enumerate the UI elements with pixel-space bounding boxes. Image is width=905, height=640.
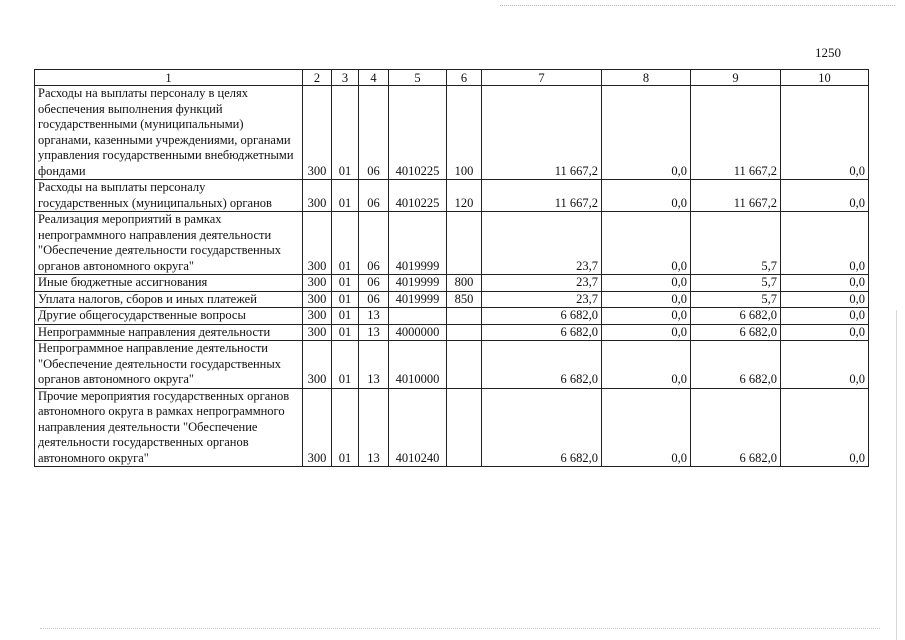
column-header: 8 bbox=[602, 70, 691, 86]
page-number: 1250 bbox=[815, 45, 841, 60]
column-header: 2 bbox=[303, 70, 332, 86]
cell-amount: 0,0 bbox=[781, 308, 869, 325]
cell-amount: 0,0 bbox=[602, 324, 691, 341]
column-header: 3 bbox=[332, 70, 359, 86]
cell-subsection: 13 bbox=[359, 308, 389, 325]
cell-amount: 0,0 bbox=[781, 212, 869, 275]
cell-section: 01 bbox=[332, 388, 359, 467]
cell-subsection: 06 bbox=[359, 291, 389, 308]
cell-amount: 5,7 bbox=[691, 212, 781, 275]
cell-amount: 11 667,2 bbox=[482, 180, 602, 212]
cell-subsection: 06 bbox=[359, 180, 389, 212]
cell-amount: 0,0 bbox=[781, 341, 869, 389]
cell-amount: 5,7 bbox=[691, 291, 781, 308]
cell-section: 01 bbox=[332, 275, 359, 292]
cell-amount: 6 682,0 bbox=[691, 388, 781, 467]
cell-expense-type bbox=[447, 212, 482, 275]
column-header: 7 bbox=[482, 70, 602, 86]
cell-amount: 6 682,0 bbox=[691, 324, 781, 341]
cell-target-article: 4000000 bbox=[389, 324, 447, 341]
cell-subsection: 06 bbox=[359, 86, 389, 180]
table-row bbox=[35, 180, 869, 212]
cell-amount: 0,0 bbox=[602, 308, 691, 325]
cell-subsection: 13 bbox=[359, 388, 389, 467]
cell-amount: 0,0 bbox=[602, 388, 691, 467]
row-name: Прочие мероприятия государственных органов автономного округа в рамках непрограммного направления деятельности "Обеспечение деятельности государственных органов автономного округа" bbox=[35, 388, 303, 467]
row-name: Иные бюджетные ассигнования bbox=[35, 275, 303, 292]
column-header: 5 bbox=[389, 70, 447, 86]
scan-artifact-edge bbox=[896, 310, 898, 640]
cell-amount: 23,7 bbox=[482, 291, 602, 308]
row-name: Уплата налогов, сборов и иных платежей bbox=[35, 291, 303, 308]
table-row bbox=[35, 212, 869, 275]
cell-section: 01 bbox=[332, 291, 359, 308]
scan-artifact-bottom bbox=[40, 628, 880, 630]
column-header: 9 bbox=[691, 70, 781, 86]
header-row bbox=[35, 70, 869, 86]
cell-admin-code: 300 bbox=[303, 341, 332, 389]
cell-target-article: 4019999 bbox=[389, 212, 447, 275]
cell-expense-type bbox=[447, 324, 482, 341]
cell-subsection: 13 bbox=[359, 341, 389, 389]
table-row bbox=[35, 86, 869, 180]
cell-amount: 11 667,2 bbox=[482, 86, 602, 180]
cell-amount: 23,7 bbox=[482, 275, 602, 292]
cell-section: 01 bbox=[332, 341, 359, 389]
cell-admin-code: 300 bbox=[303, 180, 332, 212]
cell-amount: 0,0 bbox=[602, 291, 691, 308]
row-name: Другие общегосударственные вопросы bbox=[35, 308, 303, 325]
cell-amount: 0,0 bbox=[602, 275, 691, 292]
cell-target-article: 4019999 bbox=[389, 275, 447, 292]
cell-amount: 6 682,0 bbox=[482, 308, 602, 325]
row-name: Реализация мероприятий в рамках непрограммного направления деятельности "Обеспечение деятельности государственных органов автономного округа" bbox=[35, 212, 303, 275]
row-name: Расходы на выплаты персоналу государственных (муниципальных) органов bbox=[35, 180, 303, 212]
cell-amount: 0,0 bbox=[781, 86, 869, 180]
table-row bbox=[35, 291, 869, 308]
cell-amount: 6 682,0 bbox=[482, 388, 602, 467]
cell-subsection: 06 bbox=[359, 275, 389, 292]
cell-amount: 11 667,2 bbox=[691, 86, 781, 180]
cell-section: 01 bbox=[332, 180, 359, 212]
scan-artifact-top bbox=[500, 5, 895, 7]
cell-admin-code: 300 bbox=[303, 291, 332, 308]
table-row bbox=[35, 275, 869, 292]
cell-target-article: 4010000 bbox=[389, 341, 447, 389]
cell-amount: 0,0 bbox=[781, 388, 869, 467]
cell-expense-type: 800 bbox=[447, 275, 482, 292]
row-name: Непрограммные направления деятельности bbox=[35, 324, 303, 341]
cell-amount: 23,7 bbox=[482, 212, 602, 275]
cell-amount: 6 682,0 bbox=[691, 308, 781, 325]
cell-subsection: 06 bbox=[359, 212, 389, 275]
cell-admin-code: 300 bbox=[303, 86, 332, 180]
cell-admin-code: 300 bbox=[303, 212, 332, 275]
cell-target-article: 4010240 bbox=[389, 388, 447, 467]
table-row bbox=[35, 341, 869, 389]
cell-admin-code: 300 bbox=[303, 388, 332, 467]
column-header: 6 bbox=[447, 70, 482, 86]
cell-amount: 6 682,0 bbox=[482, 341, 602, 389]
column-header: 4 bbox=[359, 70, 389, 86]
row-name: Непрограммное направление деятельности "Обеспечение деятельности государственных органов автономного округа" bbox=[35, 341, 303, 389]
row-name: Расходы на выплаты персоналу в целях обеспечения выполнения функций государственными (муниципальными) органами, казенными учреждениями, органами управления государственными внебюджетными фондами bbox=[35, 86, 303, 180]
column-header: 10 bbox=[781, 70, 869, 86]
cell-admin-code: 300 bbox=[303, 308, 332, 325]
table-row bbox=[35, 308, 869, 325]
cell-amount: 0,0 bbox=[781, 180, 869, 212]
cell-expense-type: 100 bbox=[447, 86, 482, 180]
cell-section: 01 bbox=[332, 308, 359, 325]
cell-target-article: 4010225 bbox=[389, 180, 447, 212]
cell-amount: 0,0 bbox=[602, 212, 691, 275]
cell-amount: 11 667,2 bbox=[691, 180, 781, 212]
cell-target-article: 4019999 bbox=[389, 291, 447, 308]
cell-amount: 0,0 bbox=[781, 291, 869, 308]
cell-expense-type bbox=[447, 308, 482, 325]
cell-amount: 0,0 bbox=[602, 180, 691, 212]
cell-amount: 0,0 bbox=[781, 275, 869, 292]
cell-expense-type bbox=[447, 341, 482, 389]
cell-amount: 6 682,0 bbox=[482, 324, 602, 341]
cell-section: 01 bbox=[332, 86, 359, 180]
cell-amount: 5,7 bbox=[691, 275, 781, 292]
cell-amount: 6 682,0 bbox=[691, 341, 781, 389]
cell-target-article bbox=[389, 308, 447, 325]
cell-expense-type: 850 bbox=[447, 291, 482, 308]
table-row bbox=[35, 324, 869, 341]
cell-expense-type: 120 bbox=[447, 180, 482, 212]
budget-table bbox=[34, 69, 869, 467]
cell-amount: 0,0 bbox=[602, 341, 691, 389]
cell-amount: 0,0 bbox=[781, 324, 869, 341]
cell-admin-code: 300 bbox=[303, 324, 332, 341]
cell-section: 01 bbox=[332, 212, 359, 275]
column-header: 1 bbox=[35, 70, 303, 86]
cell-subsection: 13 bbox=[359, 324, 389, 341]
table-row bbox=[35, 388, 869, 467]
cell-section: 01 bbox=[332, 324, 359, 341]
cell-expense-type bbox=[447, 388, 482, 467]
cell-admin-code: 300 bbox=[303, 275, 332, 292]
cell-amount: 0,0 bbox=[602, 86, 691, 180]
cell-target-article: 4010225 bbox=[389, 86, 447, 180]
